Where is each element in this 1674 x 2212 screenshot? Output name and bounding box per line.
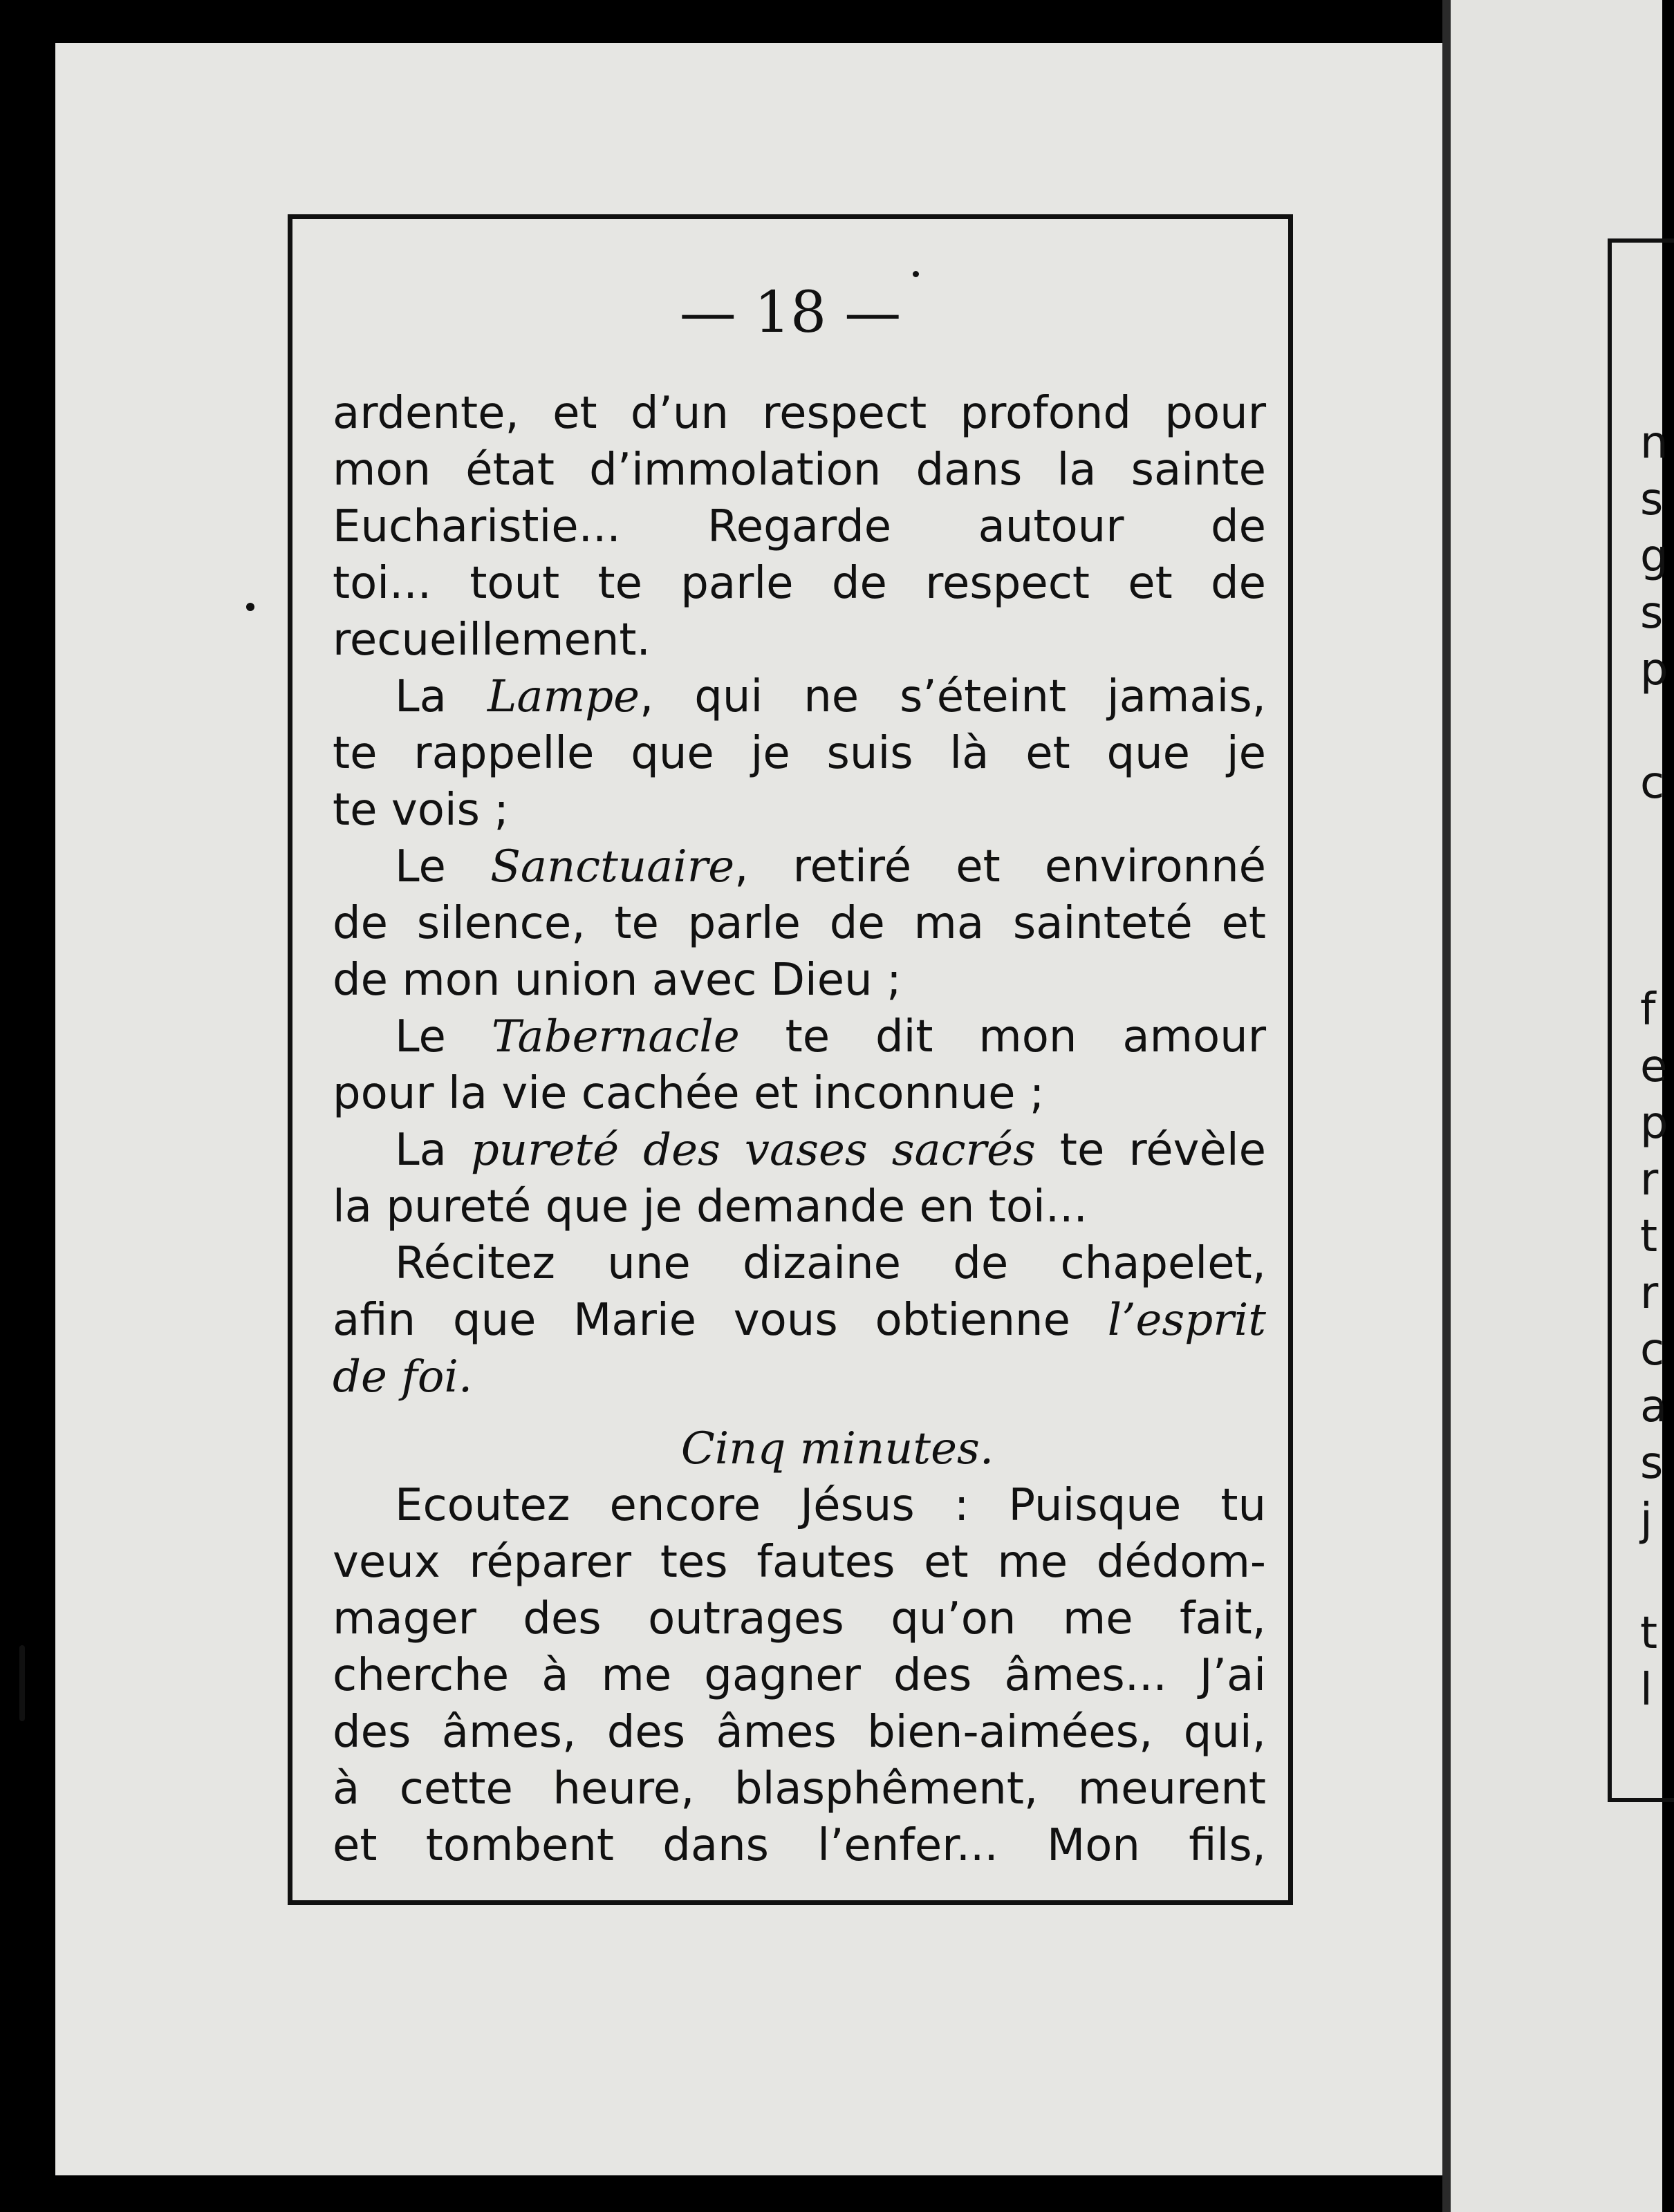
text-run: ardente, et d’un respect profond pour	[333, 388, 1266, 439]
text-run: la pureté que je demande en toi...	[333, 1181, 1088, 1232]
italic-phrase: de foi.	[333, 1351, 473, 1403]
text-run: veux réparer tes fautes et me dédom-	[333, 1537, 1266, 1588]
italic-phrase: Lampe	[487, 671, 640, 722]
right-page-letter	[1640, 698, 1668, 755]
text-line	[333, 952, 1266, 1009]
section-heading	[333, 1421, 1266, 1477]
right-page-letter: r	[1640, 1268, 1659, 1319]
text-run: cherche à me gagner des âmes... J’ai	[333, 1650, 1266, 1701]
text-run: La	[395, 671, 487, 722]
text-run: et tombent dans l’enfer... Mon fils,	[333, 1820, 1266, 1871]
body-text	[333, 385, 1266, 1874]
text-line	[333, 668, 1266, 725]
text-line	[333, 1534, 1266, 1591]
text-line	[333, 1065, 1266, 1122]
right-page-partial-text	[1640, 415, 1668, 1718]
text-run: recueillement.	[333, 615, 651, 666]
scan-scratch	[19, 1645, 25, 1721]
right-page-letter: j	[1640, 1494, 1653, 1546]
text-run: , retiré et environné	[734, 841, 1267, 892]
italic-phrase: pureté des vases sacrés	[470, 1125, 1036, 1176]
scan-speck	[246, 603, 254, 611]
text-run: afin que Marie vous obtienne	[333, 1295, 1108, 1346]
text-run: Le	[395, 1011, 492, 1062]
right-page-letter: e	[1640, 1041, 1668, 1092]
scan-speck	[913, 271, 919, 277]
text-run: toi... tout te parle de respect et de	[333, 558, 1266, 609]
text-line	[333, 1647, 1266, 1704]
text-line	[333, 1477, 1266, 1534]
italic-phrase: l’esprit	[1107, 1295, 1266, 1346]
right-page-letter: n	[1640, 418, 1668, 469]
text-run: te vois ;	[333, 785, 509, 836]
text-line	[333, 1349, 1266, 1405]
text-line	[333, 555, 1266, 612]
text-run: , qui ne s’éteint jamais,	[640, 671, 1266, 722]
text-line	[333, 1817, 1266, 1874]
text-line	[333, 895, 1266, 952]
text-run: de silence, te parle de ma sainteté et	[333, 898, 1266, 949]
text-line	[333, 1235, 1266, 1292]
text-run: mon état d’immolation dans la sainte	[333, 444, 1266, 496]
right-page-letter	[1640, 812, 1668, 868]
italic-phrase: Tabernacle	[491, 1011, 740, 1062]
text-line	[333, 612, 1266, 668]
text-line	[333, 1292, 1266, 1349]
italic-phrase: Cinq minutes.	[680, 1423, 994, 1474]
text-run: mager des outrages qu’on me fait,	[333, 1593, 1266, 1644]
page-number: — 18 —	[679, 280, 902, 346]
right-page-letter	[1640, 1548, 1668, 1605]
text-line	[333, 782, 1266, 838]
text-line	[333, 725, 1266, 782]
text-run: à cette heure, blasphêment, meurent	[333, 1763, 1266, 1815]
text-run: de mon union avec Dieu ;	[333, 955, 902, 1006]
right-page-letter: s	[1640, 588, 1664, 639]
italic-phrase: Sanctuaire	[490, 841, 735, 892]
text-run: La	[395, 1125, 471, 1176]
right-page-letter: a	[1640, 1381, 1668, 1432]
right-page-letter: f	[1640, 984, 1656, 1035]
text-line	[333, 838, 1266, 895]
text-run: te rappelle que je suis là et que je	[333, 728, 1266, 779]
right-page-letter: s	[1640, 1438, 1664, 1489]
right-page-letter: r	[1640, 1154, 1659, 1206]
text-line	[333, 498, 1266, 555]
text-run: pour la vie cachée et inconnue ;	[333, 1068, 1045, 1119]
text-line	[333, 1591, 1266, 1647]
text-run: Récitez une dizaine de chapelet,	[395, 1238, 1266, 1289]
text-line	[333, 1179, 1266, 1235]
right-page-letter: t	[1640, 1608, 1658, 1659]
text-run: des âmes, des âmes bien-aimées, qui,	[333, 1707, 1266, 1758]
text-line	[333, 1761, 1266, 1817]
text-line	[333, 1009, 1266, 1065]
right-page-letter: s	[1640, 474, 1664, 525]
right-page-letter: t	[1640, 1211, 1658, 1262]
right-page-letter: p	[1640, 1098, 1668, 1149]
text-run: te révèle	[1035, 1125, 1266, 1176]
right-page-letter: g	[1640, 531, 1668, 582]
text-line	[333, 1122, 1266, 1179]
text-line	[333, 442, 1266, 498]
text-line	[333, 385, 1266, 442]
text-line	[333, 1704, 1266, 1761]
right-page-letter: l	[1640, 1665, 1653, 1716]
right-page-letter	[1640, 925, 1668, 982]
right-page-letter: p	[1640, 644, 1668, 695]
right-page-letter	[1640, 868, 1668, 925]
text-run: Le	[395, 841, 491, 892]
text-run: Eucharistie... Regarde autour de	[333, 501, 1266, 552]
right-page-letter: c	[1640, 758, 1665, 809]
text-run: Ecoutez encore Jésus : Puisque tu	[395, 1480, 1266, 1531]
right-page-letter: c	[1640, 1324, 1665, 1376]
text-run: te dit mon amour	[739, 1011, 1267, 1062]
text-frame	[288, 214, 1293, 1905]
